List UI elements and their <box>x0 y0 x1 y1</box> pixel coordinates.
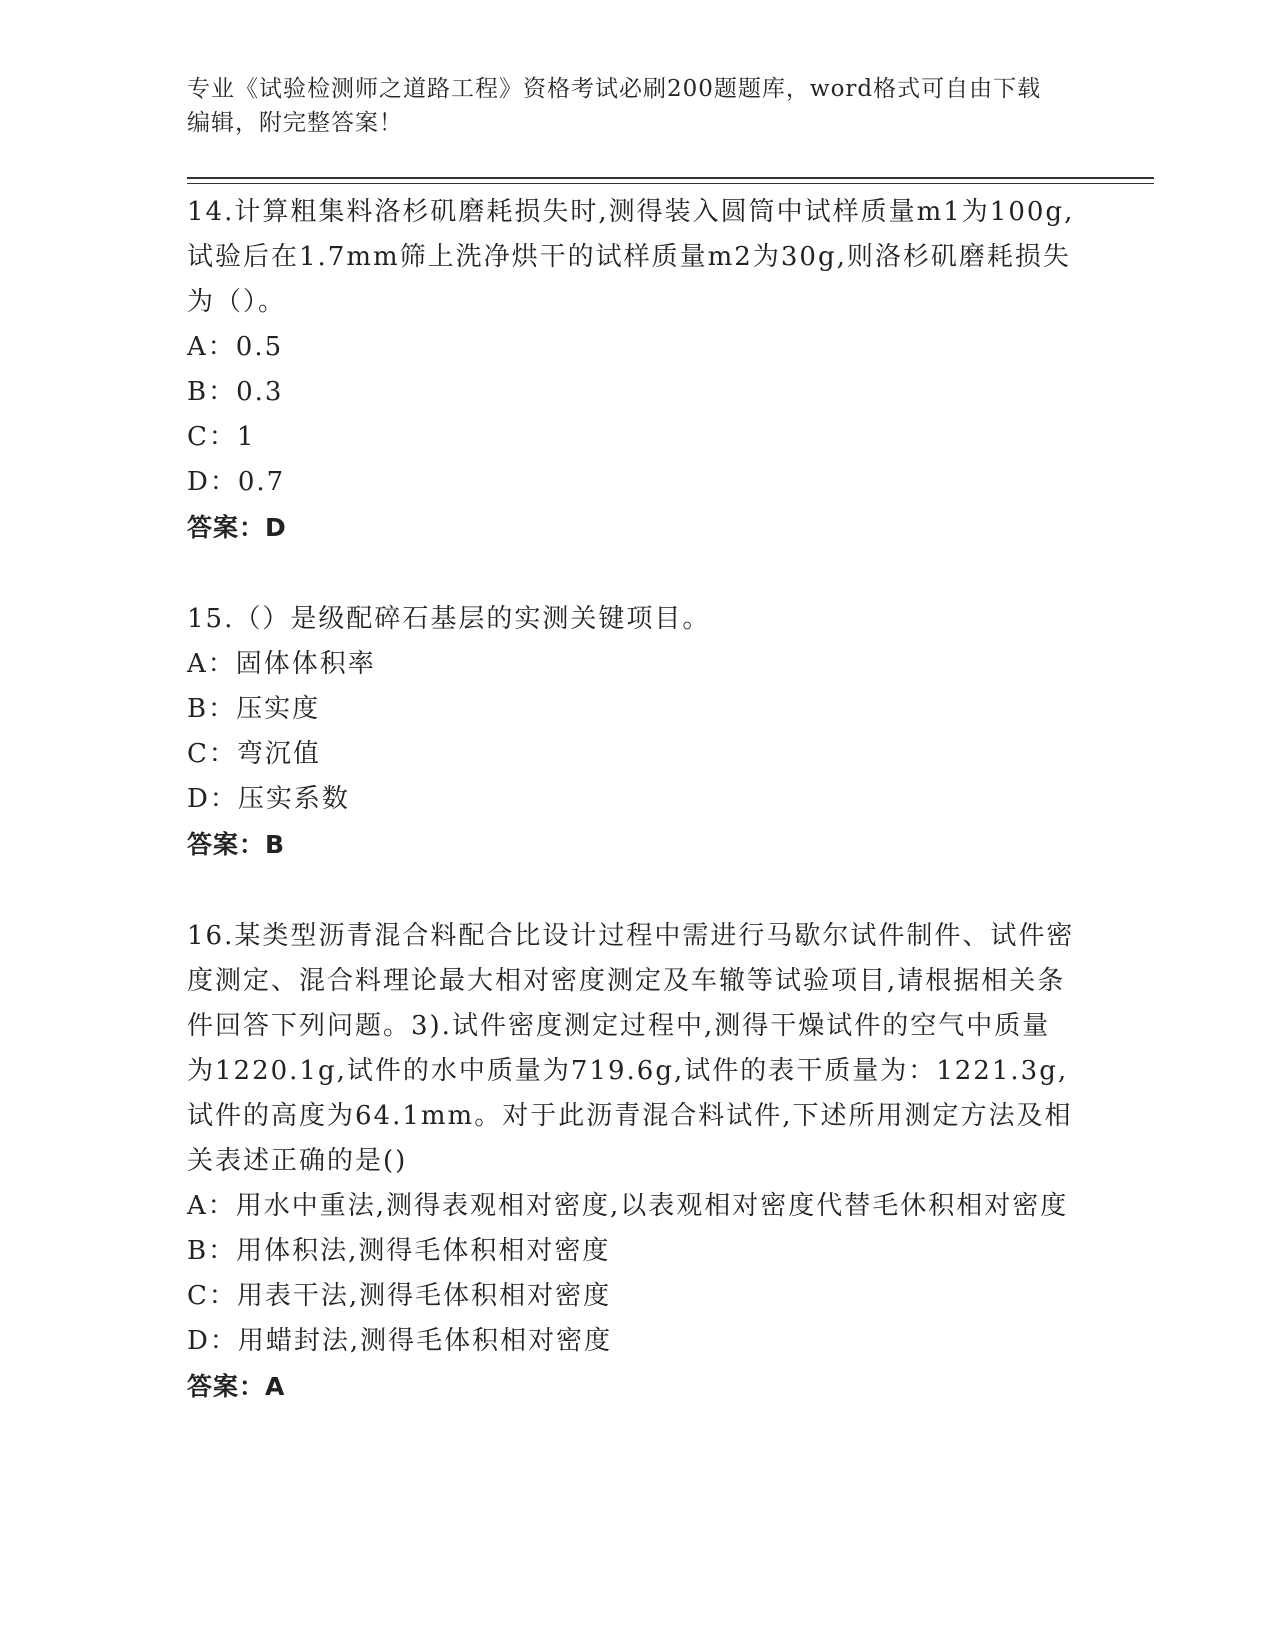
question-spacer <box>187 867 1077 914</box>
option-key: B： <box>187 694 237 724</box>
option-b <box>187 687 1077 732</box>
option-value: 0.5 <box>235 332 284 362</box>
option-key: D： <box>187 1326 238 1356</box>
option-value: 0.3 <box>236 377 284 407</box>
option-key: D： <box>187 467 238 497</box>
option-a <box>187 325 1077 370</box>
option-key: A： <box>187 649 236 679</box>
question-text: 16.某类型沥青混合料配合比设计过程中需进行马歇尔试件制件、试件密度测定、混合料理论最大相对密度测定及车辙等试验项目,请根据相关条件回答下列问题。3).试件密度测定过程中,测得干燥试件的空气中质量为1220.1g,试件的水中质量为719.6g,试件的表干质量为：1221.3g,试件的高度为64.1mm。对于此沥青混合料试件,下述所用测定方法及相关表述正确的是() <box>187 921 1075 1176</box>
header-line-1: 专业《试验检测师之道路工程》资格考试必刷200题题库，word格式可自由下载 <box>187 76 1042 102</box>
option-value: 压实系数 <box>237 784 350 814</box>
option-key: C： <box>187 1281 237 1311</box>
option-key: A： <box>187 1191 236 1221</box>
option-c <box>187 1274 1077 1319</box>
header-divider-thick <box>187 177 1154 179</box>
option-key: B： <box>187 1236 237 1266</box>
option-key: C： <box>187 739 237 769</box>
option-value: 用水中重法,测得表观相对密度,以表观相对密度代替毛休积相对密度 <box>235 1191 1069 1221</box>
question-text: 15.（）是级配碎石基层的实测关键项目。 <box>187 604 711 634</box>
option-a <box>187 1184 1077 1229</box>
header-divider-thin <box>187 183 1154 184</box>
option-d <box>187 1319 1077 1364</box>
option-a <box>187 642 1077 687</box>
option-key: C： <box>187 422 237 452</box>
option-value: 弯沉值 <box>236 739 321 769</box>
option-c <box>187 415 1077 460</box>
question-14 <box>187 190 1077 550</box>
option-b <box>187 1229 1077 1274</box>
option-key: A： <box>187 332 236 362</box>
answer-line: 答案：A <box>187 1372 286 1401</box>
answer-line: 答案：D <box>187 513 287 542</box>
question-list <box>187 190 1077 1409</box>
answer-line: 答案：B <box>187 830 286 859</box>
option-value: 0.7 <box>237 467 286 497</box>
option-value: 用表干法,测得毛体积相对密度 <box>236 1281 612 1311</box>
option-key: D： <box>187 784 238 814</box>
option-value: 用蜡封法,测得毛体积相对密度 <box>237 1326 613 1356</box>
option-key: B： <box>187 377 237 407</box>
question-text: 14.计算粗集料洛杉矶磨耗损失时,测得装入圆筒中试样质量m1为100g,试验后在1.7mm筛上洗净烘干的试样质量m2为30g,则洛杉矶磨耗损失为（）。 <box>187 197 1075 317</box>
question-15 <box>187 597 1077 867</box>
option-value: 用体积法,测得毛体积相对密度 <box>236 1236 611 1266</box>
option-c <box>187 732 1077 777</box>
header-line-2: 编辑，附完整答案！ <box>187 110 403 136</box>
option-value: 压实度 <box>236 694 321 724</box>
document-header <box>187 72 1067 140</box>
question-spacer <box>187 550 1077 597</box>
option-d <box>187 460 1077 505</box>
option-b <box>187 370 1077 415</box>
option-value: 固体体积率 <box>235 649 376 679</box>
option-value: 1 <box>236 422 256 452</box>
option-d <box>187 777 1077 822</box>
question-16 <box>187 914 1077 1409</box>
